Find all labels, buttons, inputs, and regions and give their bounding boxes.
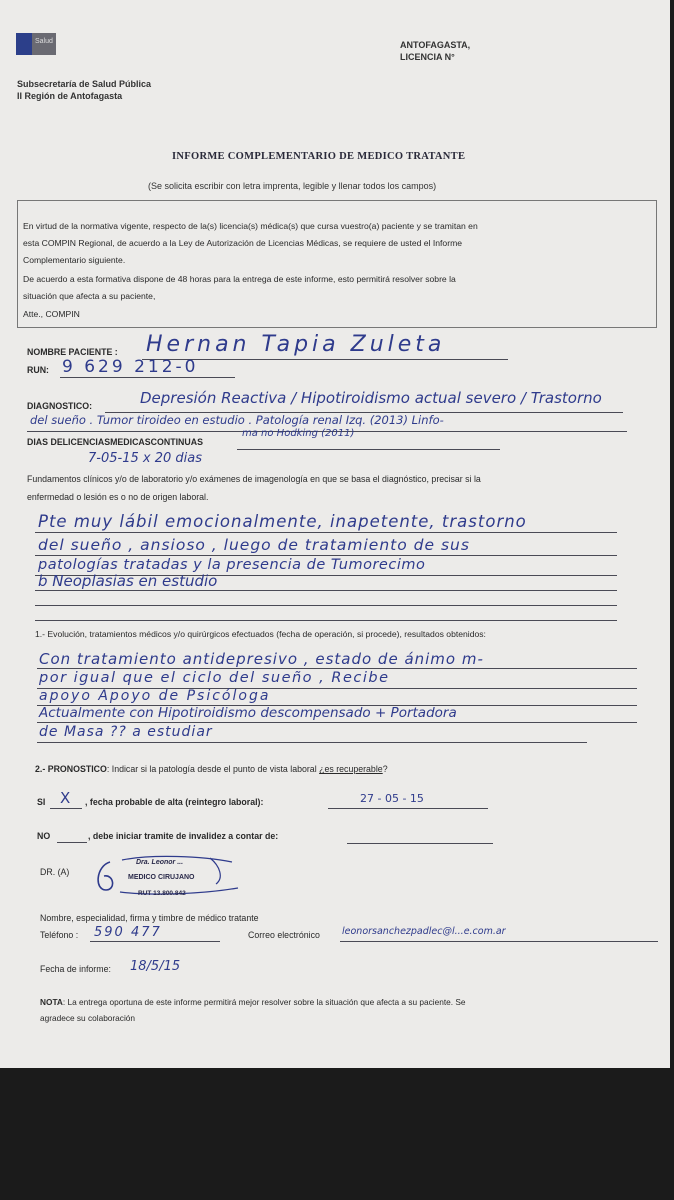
alta-date[interactable]: 27 - 05 - 15 [360, 792, 424, 805]
pronostico-label-bold: 2.- PRONOSTICO [35, 764, 107, 774]
evolucion-text[interactable]: Con tratamiento antidepresivo , estado de ánimo m- [39, 650, 484, 668]
days-value[interactable]: 7-05-15 x 20 dias [88, 451, 202, 466]
org-line-2: II Región de Antofagasta [17, 91, 123, 101]
email-value[interactable]: leonorsanchezpadlec@l...e.com.ar [342, 926, 506, 937]
no-text: , debe iniciar tramite de invalidez a contar de: [88, 831, 279, 841]
nota-text: : La entrega oportuna de este informe permitirá mejor resolver sobre la situación que afecta a su paciente. Se [62, 997, 466, 1007]
nota-line-1 [40, 997, 466, 1007]
form-subtitle: (Se solicita escribir con letra imprenta, legible y llenar todos los campos) [148, 181, 437, 191]
si-mark[interactable]: X [60, 789, 71, 807]
fundamentos-line [35, 532, 617, 533]
run-value[interactable]: 9 629 212-0 [62, 357, 199, 377]
org-line-1: Subsecretaría de Salud Pública [17, 79, 152, 89]
evolucion-text[interactable]: de Masa ?? a estudiar [39, 724, 213, 740]
form-title: INFORME COMPLEMENTARIO DE MEDICO TRATANTE [172, 151, 466, 162]
doctor-signature-stamp [92, 852, 242, 902]
no-line [57, 842, 87, 843]
alta-line [328, 808, 488, 809]
diagnosis-text[interactable]: del sueño . Tumor tiroideo en estudio . Patología renal Izq. (2013) Linfo- [30, 413, 444, 427]
pronostico-label-end: ? [382, 764, 388, 774]
fundamentos-line [35, 555, 617, 556]
evolucion-text[interactable]: Actualmente con Hipotiroidismo descompensado + Portadora [39, 705, 457, 721]
fundamentos-text[interactable]: b Neoplasias en estudio [38, 572, 218, 590]
phone-label: Teléfono : [40, 930, 79, 940]
intro-line: De acuerdo a esta formativa dispone de 48 horas para la entrega de este informe, esto permitirá resolver sobre la [23, 274, 456, 284]
fundamentos-label: Fundamentos clínicos y/o de laboratorio y/o exámenes de imagenología en que se basa el diagnóstico, precisar si la [27, 474, 481, 484]
phone-value[interactable]: 590 477 [94, 925, 162, 940]
fundamentos-label: enfermedad o lesión es o no de origen laboral. [27, 492, 209, 502]
evolucion-text[interactable]: apoyo Apoyo de Psicóloga [39, 688, 271, 704]
diagnosis-label: DIAGNOSTICO: [27, 401, 92, 411]
intro-line: En virtud de la normativa vigente, respecto de la(s) licencia(s) médica(s) que cursa vuestro(a) paciente y se tramitan en [23, 221, 478, 231]
patient-name-value[interactable]: Hernan Tapia Zuleta [146, 332, 446, 357]
doctor-label: DR. (A) [40, 867, 70, 877]
run-label: RUN: [27, 365, 49, 375]
evolucion-label: 1.- Evolución, tratamientos médicos y/o quirúrgicos efectuados (fecha de operación, si procede), resultados obtenidos: [35, 629, 486, 639]
evolucion-line [37, 722, 637, 723]
doctor-name-label: Nombre, especialidad, firma y timbre de médico tratante [40, 913, 259, 923]
license-label: LICENCIA N° [400, 52, 455, 62]
fundamentos-line [35, 620, 617, 621]
stamp-line-1: Dra. Leonor ... [136, 859, 184, 866]
days-label: DIAS DELICENCIASMEDICASCONTINUAS [27, 437, 203, 447]
intro-line: esta COMPIN Regional, de acuerdo a la Ley de Autorización de Licencias Médicas, se requiere de usted el Informe [23, 238, 463, 248]
fundamentos-text[interactable]: del sueño , ansioso , luego de tratamiento de sus [38, 536, 470, 554]
nota-label: NOTA [40, 997, 63, 1007]
si-label: SI [37, 797, 46, 807]
evolucion-line [37, 668, 637, 669]
si-text: , fecha probable de alta (reintegro laboral): [85, 797, 264, 807]
diagnosis-text[interactable]: Depresión Reactiva / Hipotiroidismo actual severo / Trastorno [140, 389, 602, 407]
stamp-line-3: RUT 13.800.842 [138, 890, 186, 897]
stamp-line-2: MEDICO CIRUJANO [128, 874, 195, 881]
pronostico-label-text: : Indicar si la patología desde el punto de vista laboral [106, 764, 320, 774]
si-line [50, 808, 82, 809]
email-label: Correo electrónico [248, 930, 320, 940]
nota-line-2: agradece su colaboración [40, 1013, 136, 1023]
run-line [60, 377, 235, 378]
fundamentos-line [35, 590, 617, 591]
intro-line: Complementario siguiente. [23, 255, 126, 265]
diagnosis-line [237, 449, 500, 450]
patient-name-label: NOMBRE PACIENTE : [27, 347, 118, 357]
phone-line [90, 941, 220, 942]
fundamentos-text[interactable]: Pte muy lábil emocionalmente, inapetente, trastorno [38, 512, 527, 531]
pronostico-label-question: ¿es recuperable [319, 764, 383, 774]
city-label: ANTOFAGASTA, [400, 40, 471, 50]
evolucion-text[interactable]: por igual que el ciclo del sueño , Recibe [39, 670, 390, 686]
logo-text: Salud [35, 38, 53, 45]
fundamentos-text[interactable]: patologías tratadas y la presencia de Tumorecimo [38, 557, 426, 573]
evolucion-line [37, 742, 587, 743]
report-date-value[interactable]: 18/5/15 [130, 959, 181, 974]
report-date-label: Fecha de informe: [40, 964, 111, 974]
email-line [340, 941, 658, 942]
intro-line: situación que afecta a su paciente, [23, 291, 156, 301]
pronostico-label [35, 764, 388, 774]
ministry-logo [16, 33, 56, 55]
no-label: NO [37, 831, 51, 841]
diagnosis-text[interactable]: ma no Hodking (2011) [242, 428, 355, 439]
intro-line: Atte., COMPIN [23, 309, 80, 319]
fundamentos-line [35, 605, 617, 606]
invalidez-line [347, 843, 493, 844]
